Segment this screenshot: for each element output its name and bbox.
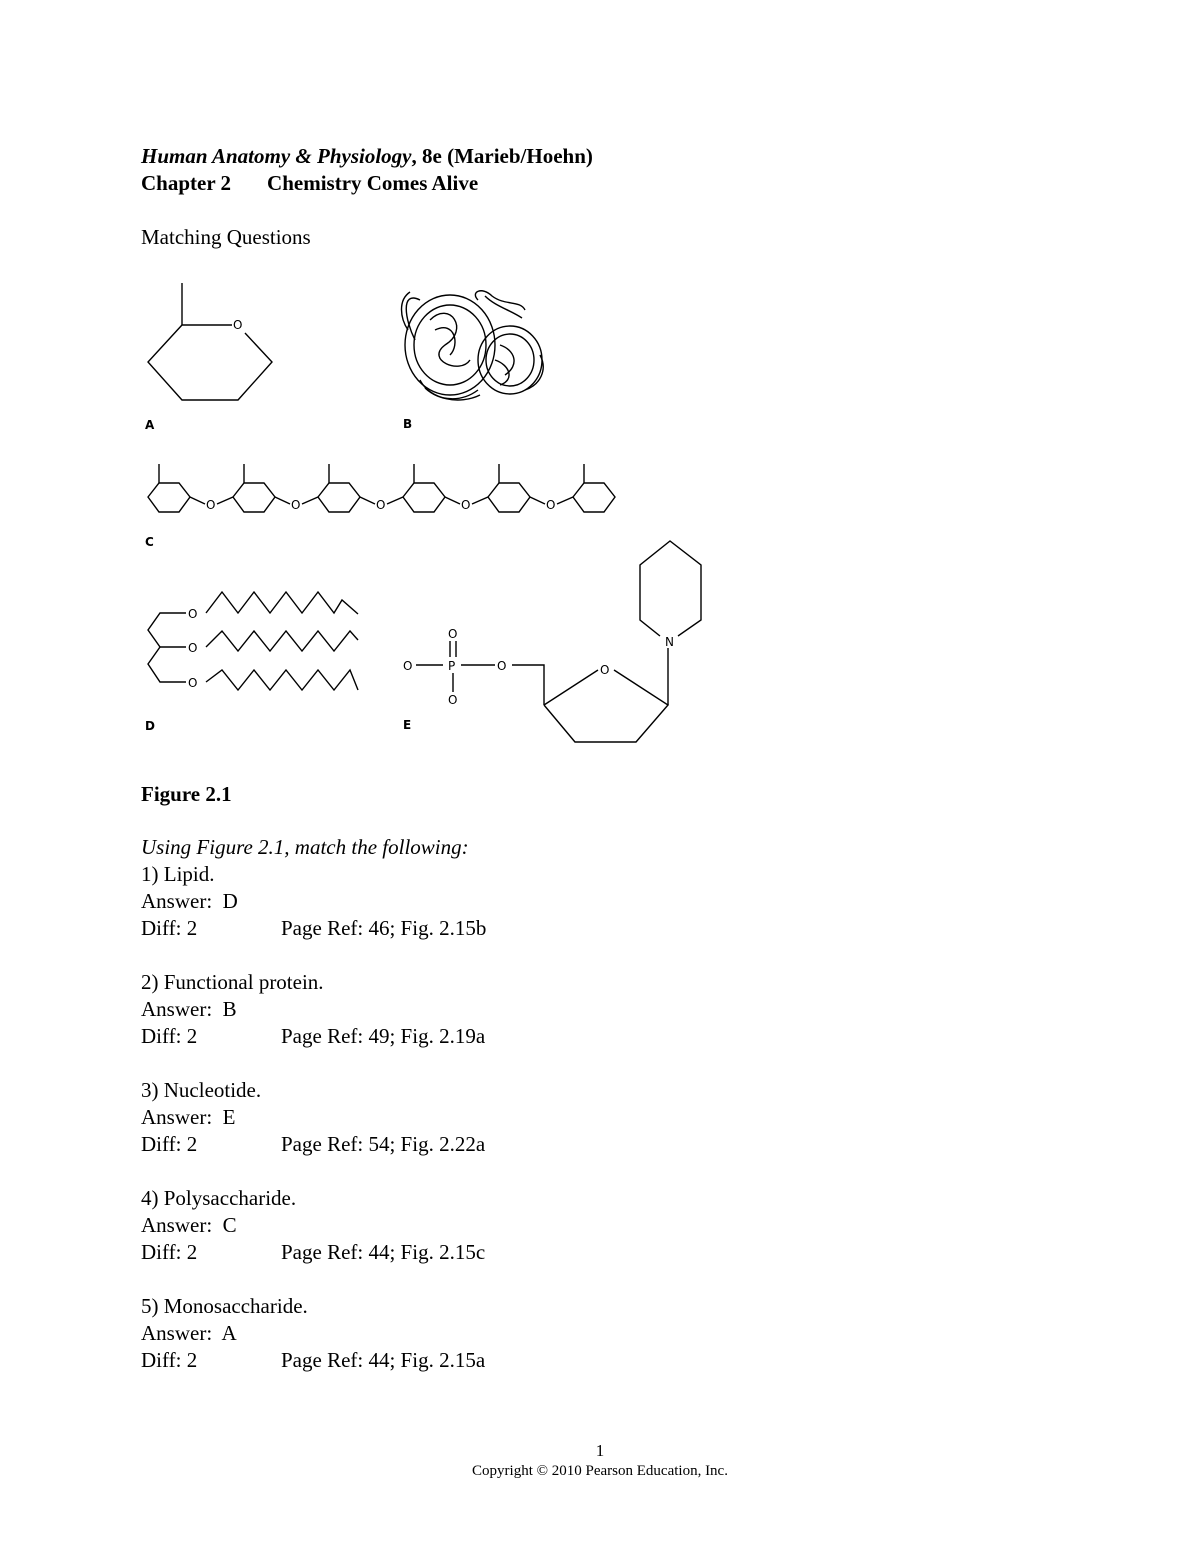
glycosidic-bond	[445, 497, 460, 504]
question-5-page-ref: Page Ref: 44; Fig. 2.15a	[281, 1348, 486, 1372]
figure-caption: Figure 2.1	[141, 782, 232, 806]
atom-n-e: N	[665, 635, 674, 649]
question-2-diff: Diff: 2	[141, 1024, 198, 1048]
label-b: B	[403, 417, 413, 431]
atom-o-link: O	[206, 498, 216, 512]
section-title: Matching Questions	[141, 225, 311, 249]
chapter-title: Chemistry Comes Alive	[267, 171, 479, 195]
question-1-meta	[141, 915, 486, 942]
question-3-meta	[141, 1131, 485, 1158]
glycosidic-bond	[302, 497, 318, 504]
atom-o-e-top: O	[448, 627, 458, 641]
figure-2-1-drawing	[0, 0, 1200, 760]
question-4-page-ref: Page Ref: 44; Fig. 2.15c	[281, 1240, 486, 1264]
question-1-diff: Diff: 2	[141, 916, 198, 940]
sugar-ring	[318, 483, 360, 512]
question-4-meta	[141, 1239, 485, 1266]
question-3-diff: Diff: 2	[141, 1132, 198, 1156]
question-2-prompt: 2) Functional protein.	[141, 970, 324, 994]
atom-o-d3: O	[188, 676, 198, 690]
question-1-prompt: 1) Lipid.	[141, 862, 215, 886]
sugar-ring	[573, 483, 615, 512]
question-3-page-ref: Page Ref: 54; Fig. 2.22a	[281, 1132, 486, 1156]
instruction: Using Figure 2.1, match the following:	[141, 835, 469, 859]
question-3-prompt: 3) Nucleotide.	[141, 1078, 262, 1102]
copyright: Copyright © 2010 Pearson Education, Inc.	[472, 1463, 728, 1479]
label-a: A	[145, 418, 155, 432]
atom-p-e: P	[448, 659, 456, 673]
page-number: 1	[595, 1441, 605, 1460]
atom-o-link: O	[376, 498, 386, 512]
atom-o-link: O	[461, 498, 471, 512]
sugar-ring	[233, 483, 275, 512]
glycosidic-bond	[275, 497, 290, 504]
question-5-answer: Answer: A	[141, 1321, 237, 1345]
question-5-diff: Diff: 2	[141, 1348, 198, 1372]
question-5-meta	[141, 1347, 485, 1374]
atom-o-a: O	[233, 318, 243, 332]
question-4-answer: Answer: C	[141, 1213, 237, 1237]
structure-e-nucleotide	[416, 541, 701, 742]
structure-a-monosaccharide	[148, 283, 272, 400]
glycosidic-bond	[557, 497, 573, 504]
question-2-meta	[141, 1023, 485, 1050]
atom-o-link: O	[546, 498, 556, 512]
question-5-prompt: 5) Monosaccharide.	[141, 1294, 308, 1318]
label-c: C	[145, 535, 154, 549]
question-2-page-ref: Page Ref: 49; Fig. 2.19a	[281, 1024, 486, 1048]
question-3-answer: Answer: E	[141, 1105, 236, 1129]
atom-o-d1: O	[188, 607, 198, 621]
chapter-number: Chapter 2	[141, 171, 232, 195]
glycosidic-bond	[190, 497, 205, 504]
structure-d-lipid	[148, 592, 358, 690]
glycosidic-bond	[472, 497, 488, 504]
glycosidic-bond	[217, 497, 233, 504]
sugar-ring	[488, 483, 530, 512]
structure-b-protein	[402, 291, 544, 400]
book-title: Human Anatomy & Physiology	[141, 144, 412, 168]
atom-o-link: O	[291, 498, 301, 512]
atom-o-e-bottom: O	[448, 693, 458, 707]
atom-o-e-right: O	[497, 659, 507, 673]
label-e: E	[403, 718, 412, 732]
sugar-ring	[148, 483, 190, 512]
question-1-page-ref: Page Ref: 46; Fig. 2.15b	[281, 916, 487, 940]
question-4-diff: Diff: 2	[141, 1240, 198, 1264]
atom-o-d2: O	[188, 641, 198, 655]
book-edition: , 8e (Marieb/Hoehn)	[411, 144, 593, 168]
glycosidic-bond	[387, 497, 403, 504]
glycosidic-bond	[360, 497, 375, 504]
sugar-ring	[403, 483, 445, 512]
atom-o-e-ring: O	[600, 663, 610, 677]
label-d: D	[145, 719, 155, 733]
question-4-prompt: 4) Polysaccharide.	[141, 1186, 297, 1210]
question-1-answer: Answer: D	[141, 889, 238, 913]
glycosidic-bond	[530, 497, 545, 504]
atom-o-e-left: O	[403, 659, 413, 673]
question-2-answer: Answer: B	[141, 997, 237, 1021]
